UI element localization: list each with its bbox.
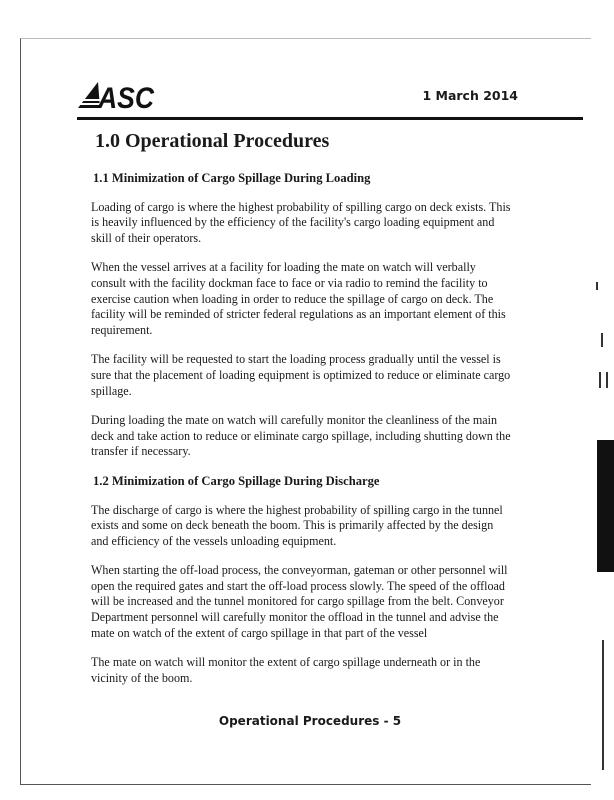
- paragraph: During loading the mate on watch will carefully monitor the cleanliness of the main deck and take action to reduce or eliminate cargo spillage, including shutting down the transfer if necessary.: [91, 413, 511, 459]
- paragraph: The facility will be requested to start the loading process gradually until the vessel is sure that the placement of loading equipment is optimized to reduce or eliminate cargo spillage.: [91, 352, 511, 398]
- margin-mark: [596, 282, 598, 290]
- header-rule: [77, 117, 583, 120]
- paragraph: When the vessel arrives at a facility for loading the mate on watch will verbally consult with the facility dockman face to face or via radio to remind the facility to exercise caution when loading in order to reduce the spillage of cargo on deck. The facility will be reminded of stricter federal regulations as an important element of this requirement.: [91, 260, 506, 337]
- margin-mark: [606, 372, 608, 388]
- asc-logo: [76, 78, 158, 112]
- subsection-heading: 1.1 Minimization of Cargo Spillage During Loading: [93, 171, 371, 185]
- page-footer: Operational Procedures - 5: [218, 714, 402, 728]
- margin-mark: [601, 333, 603, 347]
- document-date: 1 March 2014: [422, 88, 518, 103]
- scan-edge-bar: [597, 440, 614, 572]
- margin-mark: [602, 640, 604, 770]
- margin-mark: [599, 372, 601, 388]
- paragraph: When starting the off-load process, the conveyorman, gateman or other personnel will open the required gates and start the off-load process slowly. The speed of the offload will be increased and the tunnel monitored for cargo spillage from the belt. Conveyor Department personnel will carefully monitor the offload in the tunnel and advise the mate on watch of the extent of cargo spillage in that part of the vessel: [91, 563, 508, 640]
- section-title: 1.0 Operational Procedures: [95, 130, 330, 152]
- paragraph: The discharge of cargo is where the highest probability of spilling cargo in the tunnel exists and some on deck beneath the boom. This is primarily affected by the design and efficiency of the vessels unloading equipment.: [91, 502, 503, 548]
- paragraph: Loading of cargo is where the highest probability of spilling cargo on deck exists. This is heavily influenced by the efficiency of the facility's cargo loading equipment and skill of their operators.: [91, 199, 511, 245]
- logo-text: ASC: [97, 82, 156, 112]
- paragraph: The mate on watch will monitor the extent of cargo spillage underneath or in the vicinity of the boom.: [91, 655, 481, 685]
- document-body: [91, 128, 511, 700]
- subsection-heading: 1.2 Minimization of Cargo Spillage During Discharge: [93, 473, 380, 488]
